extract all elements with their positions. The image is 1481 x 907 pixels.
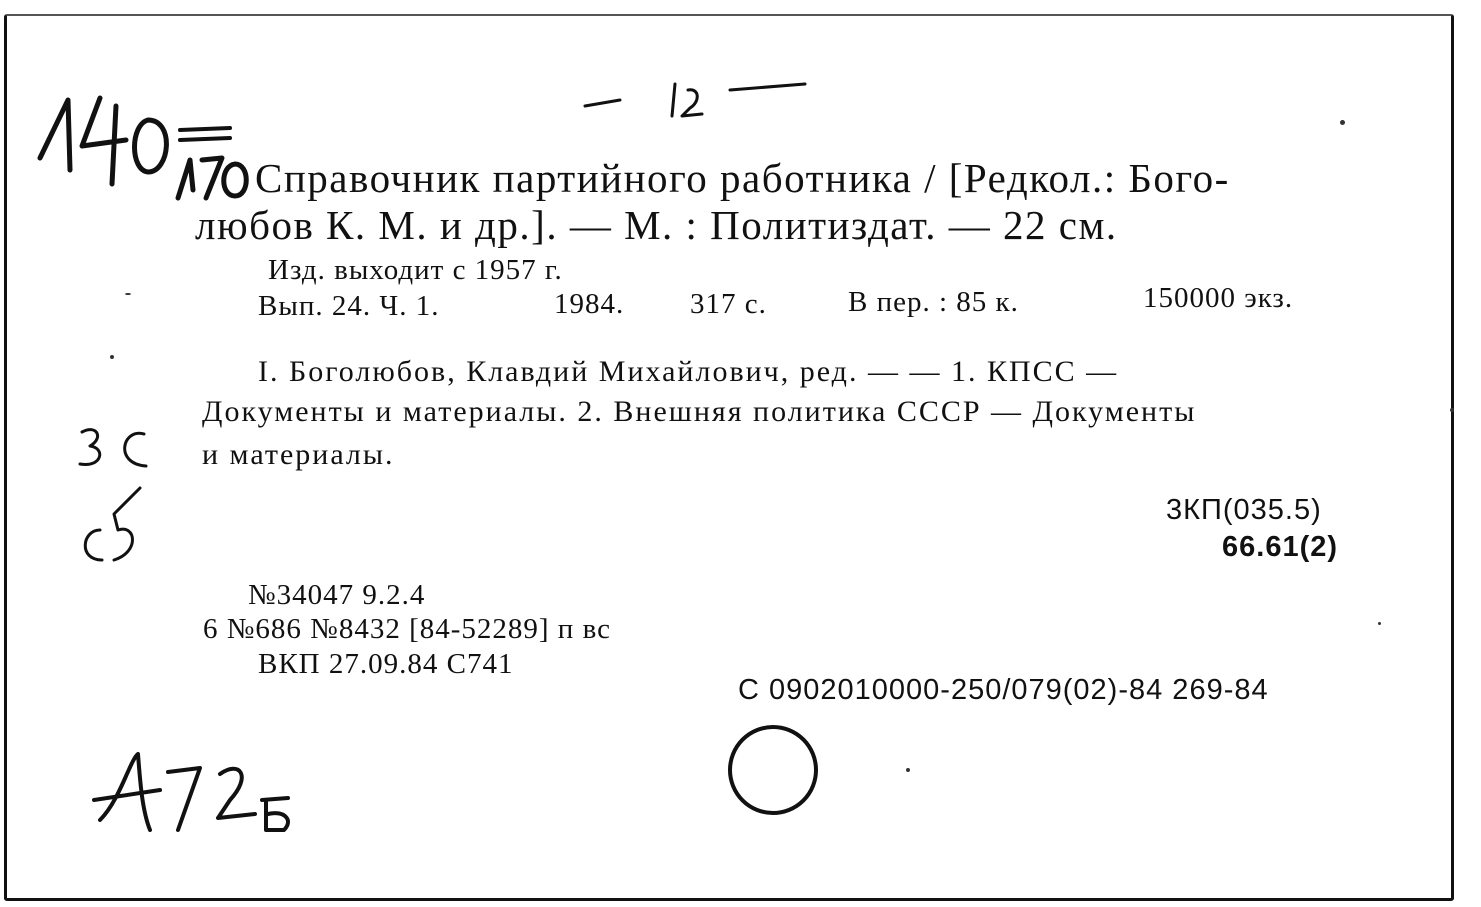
volume-issue: Вып. 24. Ч. 1. (258, 290, 440, 322)
volume-pages: 317 с. (690, 288, 767, 320)
handwritten-page-mark (580, 70, 820, 130)
scan-speck (125, 293, 131, 295)
handwritten-margin-mark-3c (72, 420, 162, 480)
title-line-1: Справочник партийного работника / [Редкол.: Бого- (255, 155, 1230, 201)
handwritten-margin-mark-c5 (70, 480, 160, 570)
subjects-line-2: Документы и материалы. 2. Внешняя политика СССР — Документы (202, 395, 1197, 428)
tech-line-1: №34047 9.2.4 (248, 579, 426, 611)
publication-note: Изд. выходит с 1957 г. (268, 254, 563, 286)
index-line: С 0902010000-250/079(02)-84 269-84 (738, 674, 1269, 706)
scan-speck (1378, 622, 1381, 625)
subjects-line-1: I. Боголюбов, Клавдий Михайлович, ред. — — 1. КПСС — (258, 355, 1119, 388)
title-line-2: любов К. М. и др.]. — М. : Политиздат. — 22 см. (195, 202, 1118, 248)
scan-speck (1340, 120, 1345, 125)
classification-code-2: 66.61(2) (1222, 531, 1339, 563)
volume-copies: 150000 экз. (1143, 282, 1294, 314)
handwritten-bottom-mark (80, 740, 310, 860)
handwritten-number-140-170 (30, 80, 250, 210)
volume-binding-price: В пер. : 85 к. (848, 286, 1019, 318)
tech-line-3: ВКП 27.09.84 С741 (258, 648, 514, 680)
scan-speck (1450, 408, 1454, 412)
scan-speck (906, 768, 910, 772)
volume-year: 1984. (554, 288, 625, 320)
scan-speck (110, 355, 114, 359)
circle-stamp-icon (720, 718, 830, 828)
tech-line-2: 6 №686 №8432 [84-52289] п вс (203, 613, 611, 645)
subjects-line-3: и материалы. (202, 438, 395, 471)
classification-code-1: 3КП(035.5) (1166, 494, 1322, 526)
